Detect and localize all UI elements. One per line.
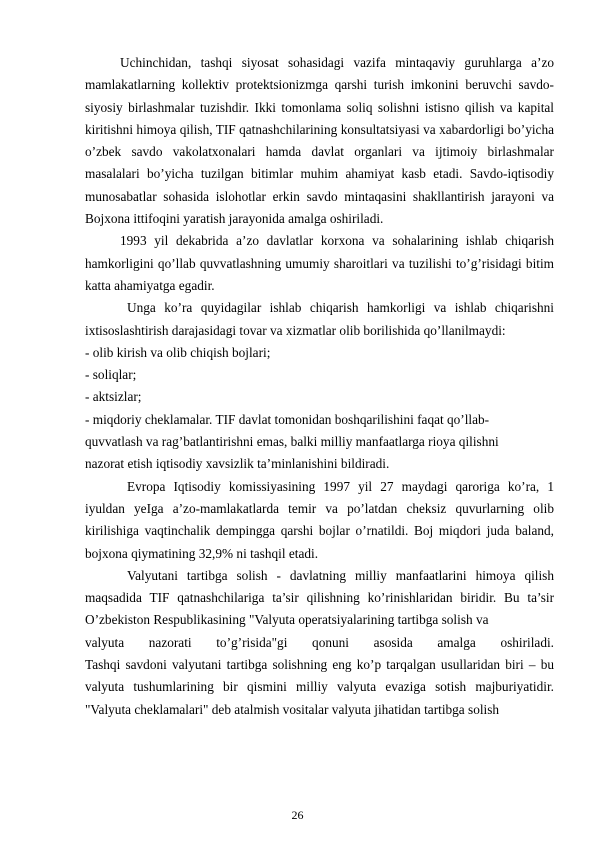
paragraph-not-applied: Unga ko’ra quyidagilar ishlab chiqarish hamkorligi va ishlab chiqarishni ixtisoslashtirish darajasidagi tovar va xizmatlar olib borilishida qo’llanilmaydi: — [85, 300, 554, 338]
list-item: - soliqlar; — [85, 367, 137, 383]
list-item: - aktsizlar; — [85, 389, 142, 405]
paragraph-european-commission: Evropa Iqtisodiy komissiyasining 1997 yil 27 maydagi qaroriga ko’ra, 1 iyuldan yeIga a’zo-mamlakatlarda temir va po’latdan cheksiz quvurlarning olib kirilishiga vaqtinchalik dempingga qarshi bojlar o’rnatildi. Boj miqdori juda baland, bojxona qiymatining 32,9% ni tashqil etadi. — [85, 478, 554, 561]
paragraph-line-law: valyuta nazorati to’g’risida"gi qonuni asosida amalga oshiriladi. — [85, 634, 554, 650]
paragraph-1993-agreement: 1993 yil dekabrida a’zo davlatlar korxona va sohalarining ishlab chiqarish hamkorligini qo’llab quvvatlashning umumiy sharoitlari va tuzilishi to’g’risidagi bitim katta ahamiyatga egadir. — [85, 233, 554, 293]
paragraph-line: nazorat etish iqtisodiy xavsizlik ta’minlanishini bildiradi. — [85, 456, 390, 472]
exemption-list — [85, 342, 554, 431]
page-number: 26 — [291, 808, 304, 822]
paragraph-line: quvvatlash va rag’batlantirishni emas, balki milliy manfaatlarga rioya qilishni — [85, 434, 499, 450]
paragraph-currency-regulation: Valyutani tartibga solish - davlatning milliy manfaatlarini himoya qilish maqsadida TIF qatnashchilariga ta’sir qilishning ko’rinishlaridan biridir. Bu ta’sir O’zbekiston Respublikasining "Valyuta operatsiyalarining tartibga solish va — [85, 567, 554, 628]
paragraph-foreign-policy: Uchinchidan, tashqi siyosat sohasidagi vazifa mintaqaviy guruhlarga a’zo mamlakatlarning kollektiv protektsionizmga qarshi turish imkonini beruvchi savdo-siyosiy birlashmalar tuzishdir. Ikki tomonlama soliq solishni istisno qilish va kapital kiritishni himoya qilish, TIF qatnashchilarining konsultatsiyasi va xabardorligi bo’yicha o’zbek savdo vakolatxonalari hamda davlat organlari va ijtimoiy birlashmalar masalalari bo’yicha tuzilgan bitimlar muhim ahamiyat kasb etadi. Savdo-iqtisodiy munosabatlar sohasida islohotlar erkin savdo mintaqasini shakllantirish jarayoni va Bojxona ittifoqini yaratish jarayonida amalga oshiriladi. — [85, 55, 554, 227]
list-item: - olib kirish va olib chiqish bojlari; — [85, 344, 271, 360]
paragraph-currency-restrictions: Tashqi savdoni valyutani tartibga solishning eng ko’p tarqalgan usullaridan biri – bu valyuta tushumlarining bir qismini milliy valyuta evaziga sotish majburiyatidir. "Valyuta cheklamalari" deb atalmish vositalar valyuta jihatidan tartibga solish — [85, 657, 554, 717]
list-item: - miqdoriy cheklamalar. TIF davlat tomonidan boshqarilishini faqat qo’llab- — [85, 411, 490, 427]
document-body — [85, 52, 554, 721]
